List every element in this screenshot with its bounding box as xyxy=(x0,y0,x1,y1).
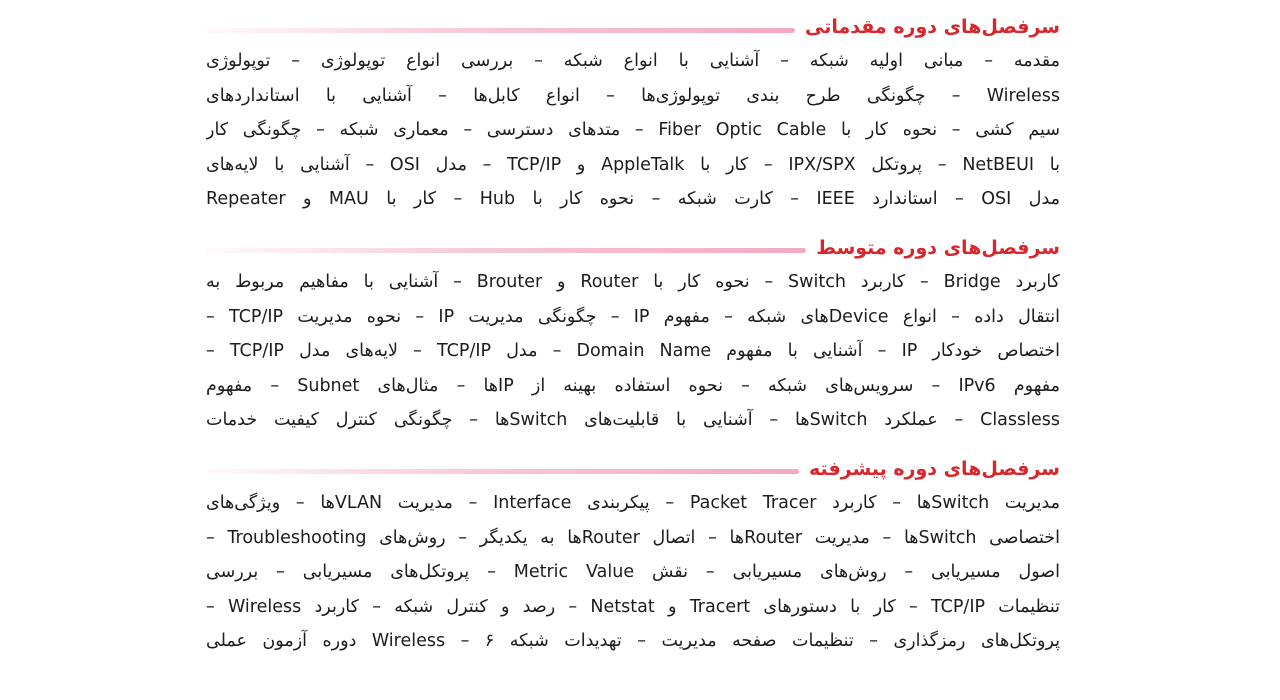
section-heading-row xyxy=(206,10,1060,44)
topic-line: مفهوم IPv6 – سرویس‌های شبکه – نحوه استفاده بهینه از IPها – مثال‌های Subnet – مفهوم xyxy=(206,375,1060,396)
topic-line: مدل OSI – استاندارد IEEE – کارت شبکه – نحوه کار با Hub – کار با MAU و Repeater xyxy=(206,189,1060,210)
topic-line: اختصاص خودکار IP – آشنایی با مفهوم Domain Name – مدل TCP/IP – لایه‌های مدل TCP/IP – xyxy=(206,341,1060,362)
course-outline xyxy=(206,10,1060,673)
topic-line: سیم کشی – نحوه کار با Fiber Optic Cable – متدهای دسترسی – معماری شبکه – چگونگی کار xyxy=(206,120,1060,141)
topic-line: Classless – عملکرد Switchها – آشنایی با قابلیت‌های Switchها – چگونگی کنترل کیفیت خدمات xyxy=(206,410,1060,431)
topic-line: مدیریت Switchها – کاربرد Packet Tracer – پیکربندی Interface – مدیریت VLANها – ویژگی‌های xyxy=(206,492,1060,513)
section-heading-row xyxy=(206,231,1060,265)
section-topics xyxy=(206,486,1060,659)
topic-line: پروتکل‌های رمزگذاری – تنظیمات صفحه مدیریت – تهدیدات شبکه Wireless – ۶ دوره آزمون عملی xyxy=(206,631,1060,652)
topic-line: کاربرد Bridge – کاربرد Switch – نحوه کار با Router و Brouter – آشنایی با مفاهیم مربوط به xyxy=(206,271,1060,292)
heading-divider xyxy=(206,469,799,474)
topic-line: اصول مسیریابی – روش‌های مسیریابی – نقش Metric Value – پروتکل‌های مسیریابی – بررسی xyxy=(206,562,1060,583)
section-title: سرفصل‌های دوره متوسط xyxy=(816,236,1060,259)
topic-line: با NetBEUI – پروتکل IPX/SPX – کار با AppleTalk و TCP/IP – مدل OSI – آشنایی با لایه‌های xyxy=(206,154,1060,175)
course-section xyxy=(206,231,1060,438)
heading-divider xyxy=(206,28,795,33)
topic-line: مقدمه – مبانی اولیه شبکه – آشنایی با انواع شبکه – بررسی انواع توپولوژی – توپولوژی xyxy=(206,51,1060,71)
course-section xyxy=(206,452,1060,659)
section-topics xyxy=(206,44,1060,217)
course-section xyxy=(206,10,1060,217)
topic-line: Wireless – چگونگی طرح بندی توپولوژی‌ها – انواع کابل‌ها – آشنایی با استانداردهای xyxy=(206,85,1060,106)
section-title: سرفصل‌های دوره پیشرفته xyxy=(808,457,1060,480)
topic-line: اختصاصی Switchها – مدیریت Routerها – اتصال Routerها به یکدیگر – روش‌های Troubleshooting – xyxy=(206,527,1060,548)
heading-divider xyxy=(206,248,806,253)
section-heading-row xyxy=(206,452,1060,486)
topic-line: تنظیمات TCP/IP – کار با دستورهای Tracert و Netstat – رصد و کنترل شبکه – کاربرد Wireless – xyxy=(206,596,1060,617)
section-topics xyxy=(206,265,1060,438)
topic-line: انتقال داده – انواع Deviceهای شبکه – مفهوم IP – چگونگی مدیریت IP – نحوه مدیریت TCP/IP – xyxy=(206,306,1060,327)
section-title: سرفصل‌های دوره مقدماتی xyxy=(805,16,1060,38)
